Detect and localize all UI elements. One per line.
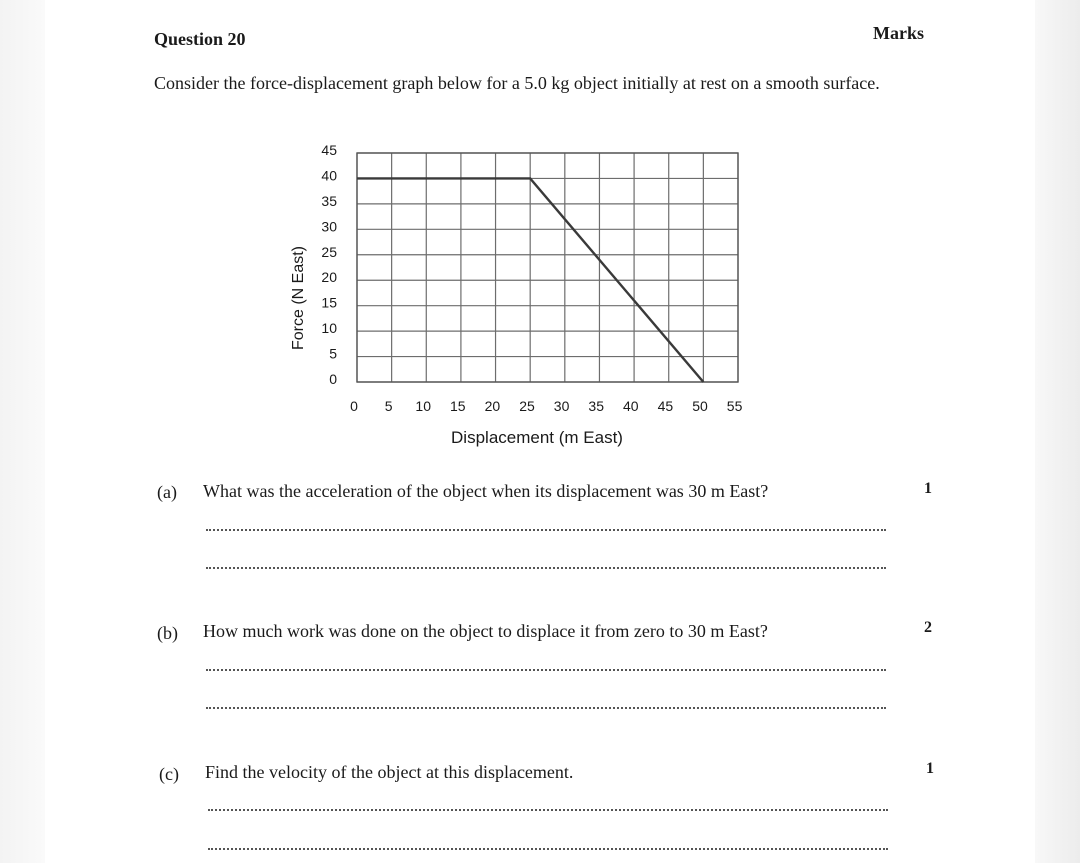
x-tick-label: 0 — [350, 398, 358, 414]
part-c-question: Find the velocity of the object at this displacement. — [205, 762, 574, 782]
x-tick-label: 10 — [415, 398, 431, 414]
x-axis-title: Displacement (m East) — [451, 428, 623, 447]
force-displacement-graph — [280, 130, 770, 450]
x-tick-label: 50 — [692, 398, 708, 414]
part-b-answer-line-2[interactable] — [206, 707, 886, 709]
page-margin-right — [1035, 0, 1080, 863]
part-a-answer-line-1[interactable] — [206, 529, 886, 531]
chart-svg — [280, 130, 770, 450]
y-tick-label: 15 — [321, 294, 337, 311]
marks-heading: Marks — [873, 23, 924, 43]
page-margin-left — [0, 0, 45, 863]
y-tick-label: 20 — [321, 269, 337, 286]
part-a-marks: 1 — [924, 480, 932, 497]
y-tick-label: 5 — [329, 345, 337, 362]
part-b-answer-line-1[interactable] — [206, 669, 886, 671]
x-tick-label: 25 — [519, 398, 535, 414]
part-c-answer-line-1[interactable] — [208, 809, 888, 811]
part-c-label: (c) — [159, 764, 179, 784]
part-b-label: (b) — [157, 623, 178, 643]
x-tick-label: 15 — [450, 398, 466, 414]
question-title: Question 20 — [154, 29, 246, 49]
y-tick-label: 25 — [321, 243, 337, 260]
y-tick-label: 40 — [321, 167, 337, 184]
x-tick-label: 35 — [588, 398, 604, 414]
y-axis-title: Force (N East) — [290, 245, 307, 351]
part-a-question: What was the acceleration of the object when its displacement was 30 m East? — [203, 481, 769, 501]
x-tick-label: 5 — [384, 398, 393, 414]
intro-text: Consider the force-displacement graph below for a 5.0 kg object initially at rest on a smooth surface. — [154, 73, 880, 93]
plot-frame — [357, 153, 738, 382]
x-tick-label: 40 — [623, 398, 639, 414]
x-tick-label: 55 — [726, 398, 743, 414]
part-b-question: How much work was done on the object to displace it from zero to 30 m East? — [203, 621, 768, 641]
y-tick-label: 45 — [321, 142, 337, 158]
part-a-answer-line-2[interactable] — [206, 567, 886, 569]
x-tick-label: 20 — [484, 398, 501, 414]
part-c-marks: 1 — [926, 760, 934, 777]
y-tick-label: 30 — [321, 218, 337, 235]
y-tick-label: 0 — [329, 371, 337, 387]
part-b-marks: 2 — [924, 619, 932, 636]
x-tick-label: 45 — [657, 398, 674, 414]
part-c-answer-line-2[interactable] — [208, 848, 888, 850]
part-a-label: (a) — [157, 482, 177, 502]
y-tick-label: 10 — [321, 320, 337, 337]
y-tick-label: 35 — [321, 192, 337, 209]
x-tick-label: 30 — [553, 398, 570, 414]
